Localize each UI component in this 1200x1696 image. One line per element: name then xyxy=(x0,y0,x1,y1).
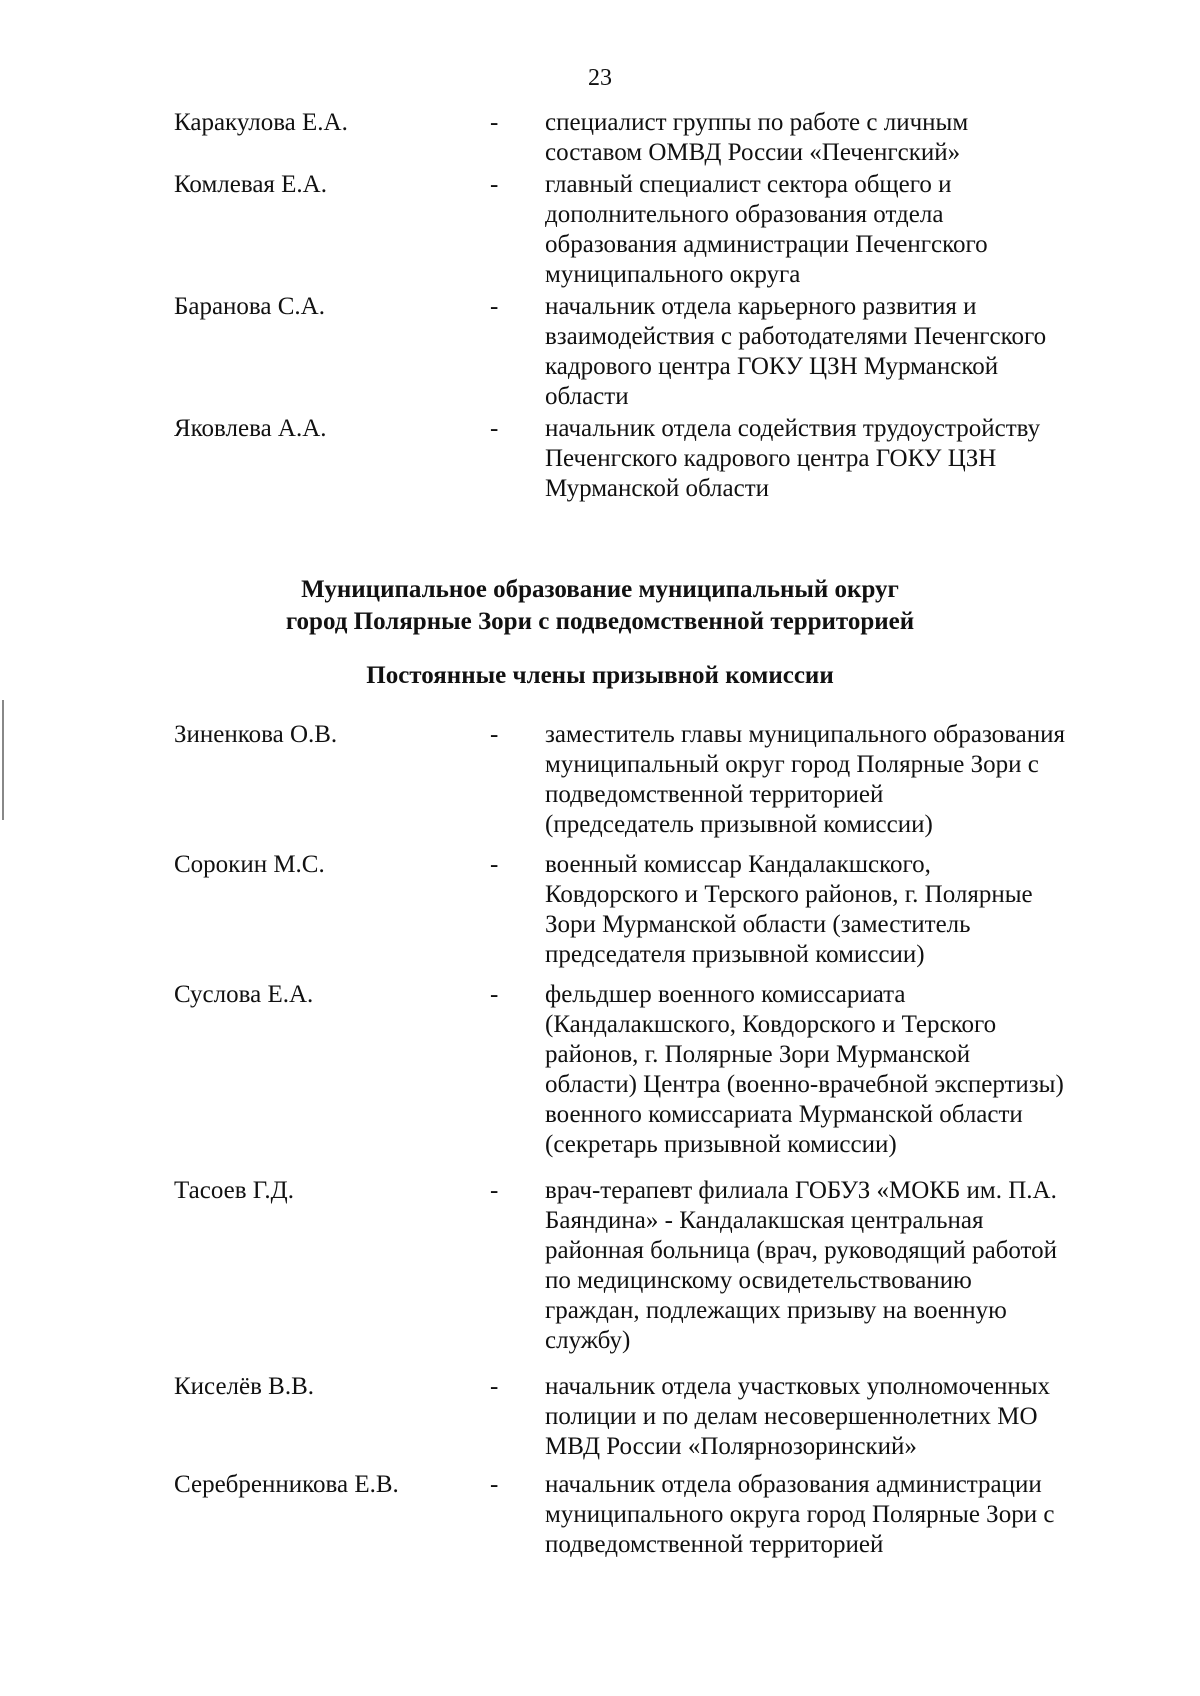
member-position: начальник отдела участковых уполномоченных полиции и по делам несовершеннолетних МО МВД России «Полярнозоринский» xyxy=(545,1373,1051,1460)
member-name: Комлевая Е.А. xyxy=(174,171,327,198)
member-row xyxy=(0,850,1200,980)
member-position: военный комиссар Кандалакшского, Ковдорского и Терского районов, г. Полярные Зори Мурманской области (заместитель председателя призывной комиссии) xyxy=(545,851,1033,968)
member-row xyxy=(0,170,1200,292)
member-position: фельдшер военного комиссариата (Кандалакшского, Ковдорского и Терского районов, г. Полярные Зори Мурманской области) Центра (военно-врачебной экспертизы) военного комиссариата Мурманской области (секретарь призывной комиссии) xyxy=(545,981,1064,1158)
member-name: Яковлева А.А. xyxy=(174,415,327,442)
member-list-section-one xyxy=(0,108,1200,506)
member-row xyxy=(0,414,1200,506)
member-name: Серебренникова Е.В. xyxy=(174,1471,399,1498)
member-row xyxy=(0,292,1200,414)
member-row xyxy=(0,1176,1200,1372)
member-position: заместитель главы муниципального образования муниципальный округ город Полярные Зори с подведомственной территорией (председатель призывной комиссии) xyxy=(545,721,1066,838)
member-position: начальник отдела образования администрации муниципального округа город Полярные Зори с подведомственной территорией xyxy=(545,1471,1055,1558)
member-position: специалист группы по работе с личным составом ОМВД России «Печенгский» xyxy=(545,109,969,166)
member-position: врач-терапевт филиала ГОБУЗ «МОКБ им. П.А. Баяндина» - Кандалакшская центральная районная больница (врач, руководящий работой по медицинскому освидетельствованию граждан, подлежащих призыву на военную службу) xyxy=(545,1177,1058,1354)
member-list-section-two xyxy=(0,720,1200,1568)
member-dash: - xyxy=(490,171,499,198)
member-dash: - xyxy=(490,293,499,320)
member-name: Суслова Е.А. xyxy=(174,981,314,1008)
member-row xyxy=(0,1372,1200,1470)
member-name: Зиненкова О.В. xyxy=(174,721,338,748)
member-row xyxy=(0,108,1200,170)
member-row xyxy=(0,720,1200,850)
member-dash: - xyxy=(490,1471,499,1498)
member-name: Тасоев Г.Д. xyxy=(174,1177,294,1204)
member-name: Сорокин М.С. xyxy=(174,851,325,878)
member-dash: - xyxy=(490,415,499,442)
member-name: Баранова С.А. xyxy=(174,293,325,320)
member-dash: - xyxy=(490,1373,499,1400)
member-dash: - xyxy=(490,109,499,136)
page-number: 23 xyxy=(588,65,612,91)
member-dash: - xyxy=(490,721,499,748)
member-position: главный специалист сектора общего и дополнительного образования отдела образования администрации Печенгского муниципального округа xyxy=(545,171,988,288)
member-row xyxy=(0,980,1200,1176)
municipality-heading: Муниципальное образование муниципальный округ город Полярные Зори с подведомственной территорией xyxy=(285,576,915,635)
member-name: Киселёв В.В. xyxy=(174,1373,315,1400)
member-dash: - xyxy=(490,1177,499,1204)
member-dash: - xyxy=(490,851,499,878)
member-position: начальник отдела содействия трудоустройству Печенгского кадрового центра ГОКУ ЦЗН Мурманской области xyxy=(545,415,1041,502)
commission-heading: Постоянные члены призывной комиссии xyxy=(366,662,834,689)
member-row xyxy=(0,1470,1200,1568)
member-name: Каракулова Е.А. xyxy=(174,109,348,136)
member-position: начальник отдела карьерного развития и взаимодействия с работодателями Печенгского кадрового центра ГОКУ ЦЗН Мурманской области xyxy=(545,293,1047,410)
member-dash: - xyxy=(490,981,499,1008)
